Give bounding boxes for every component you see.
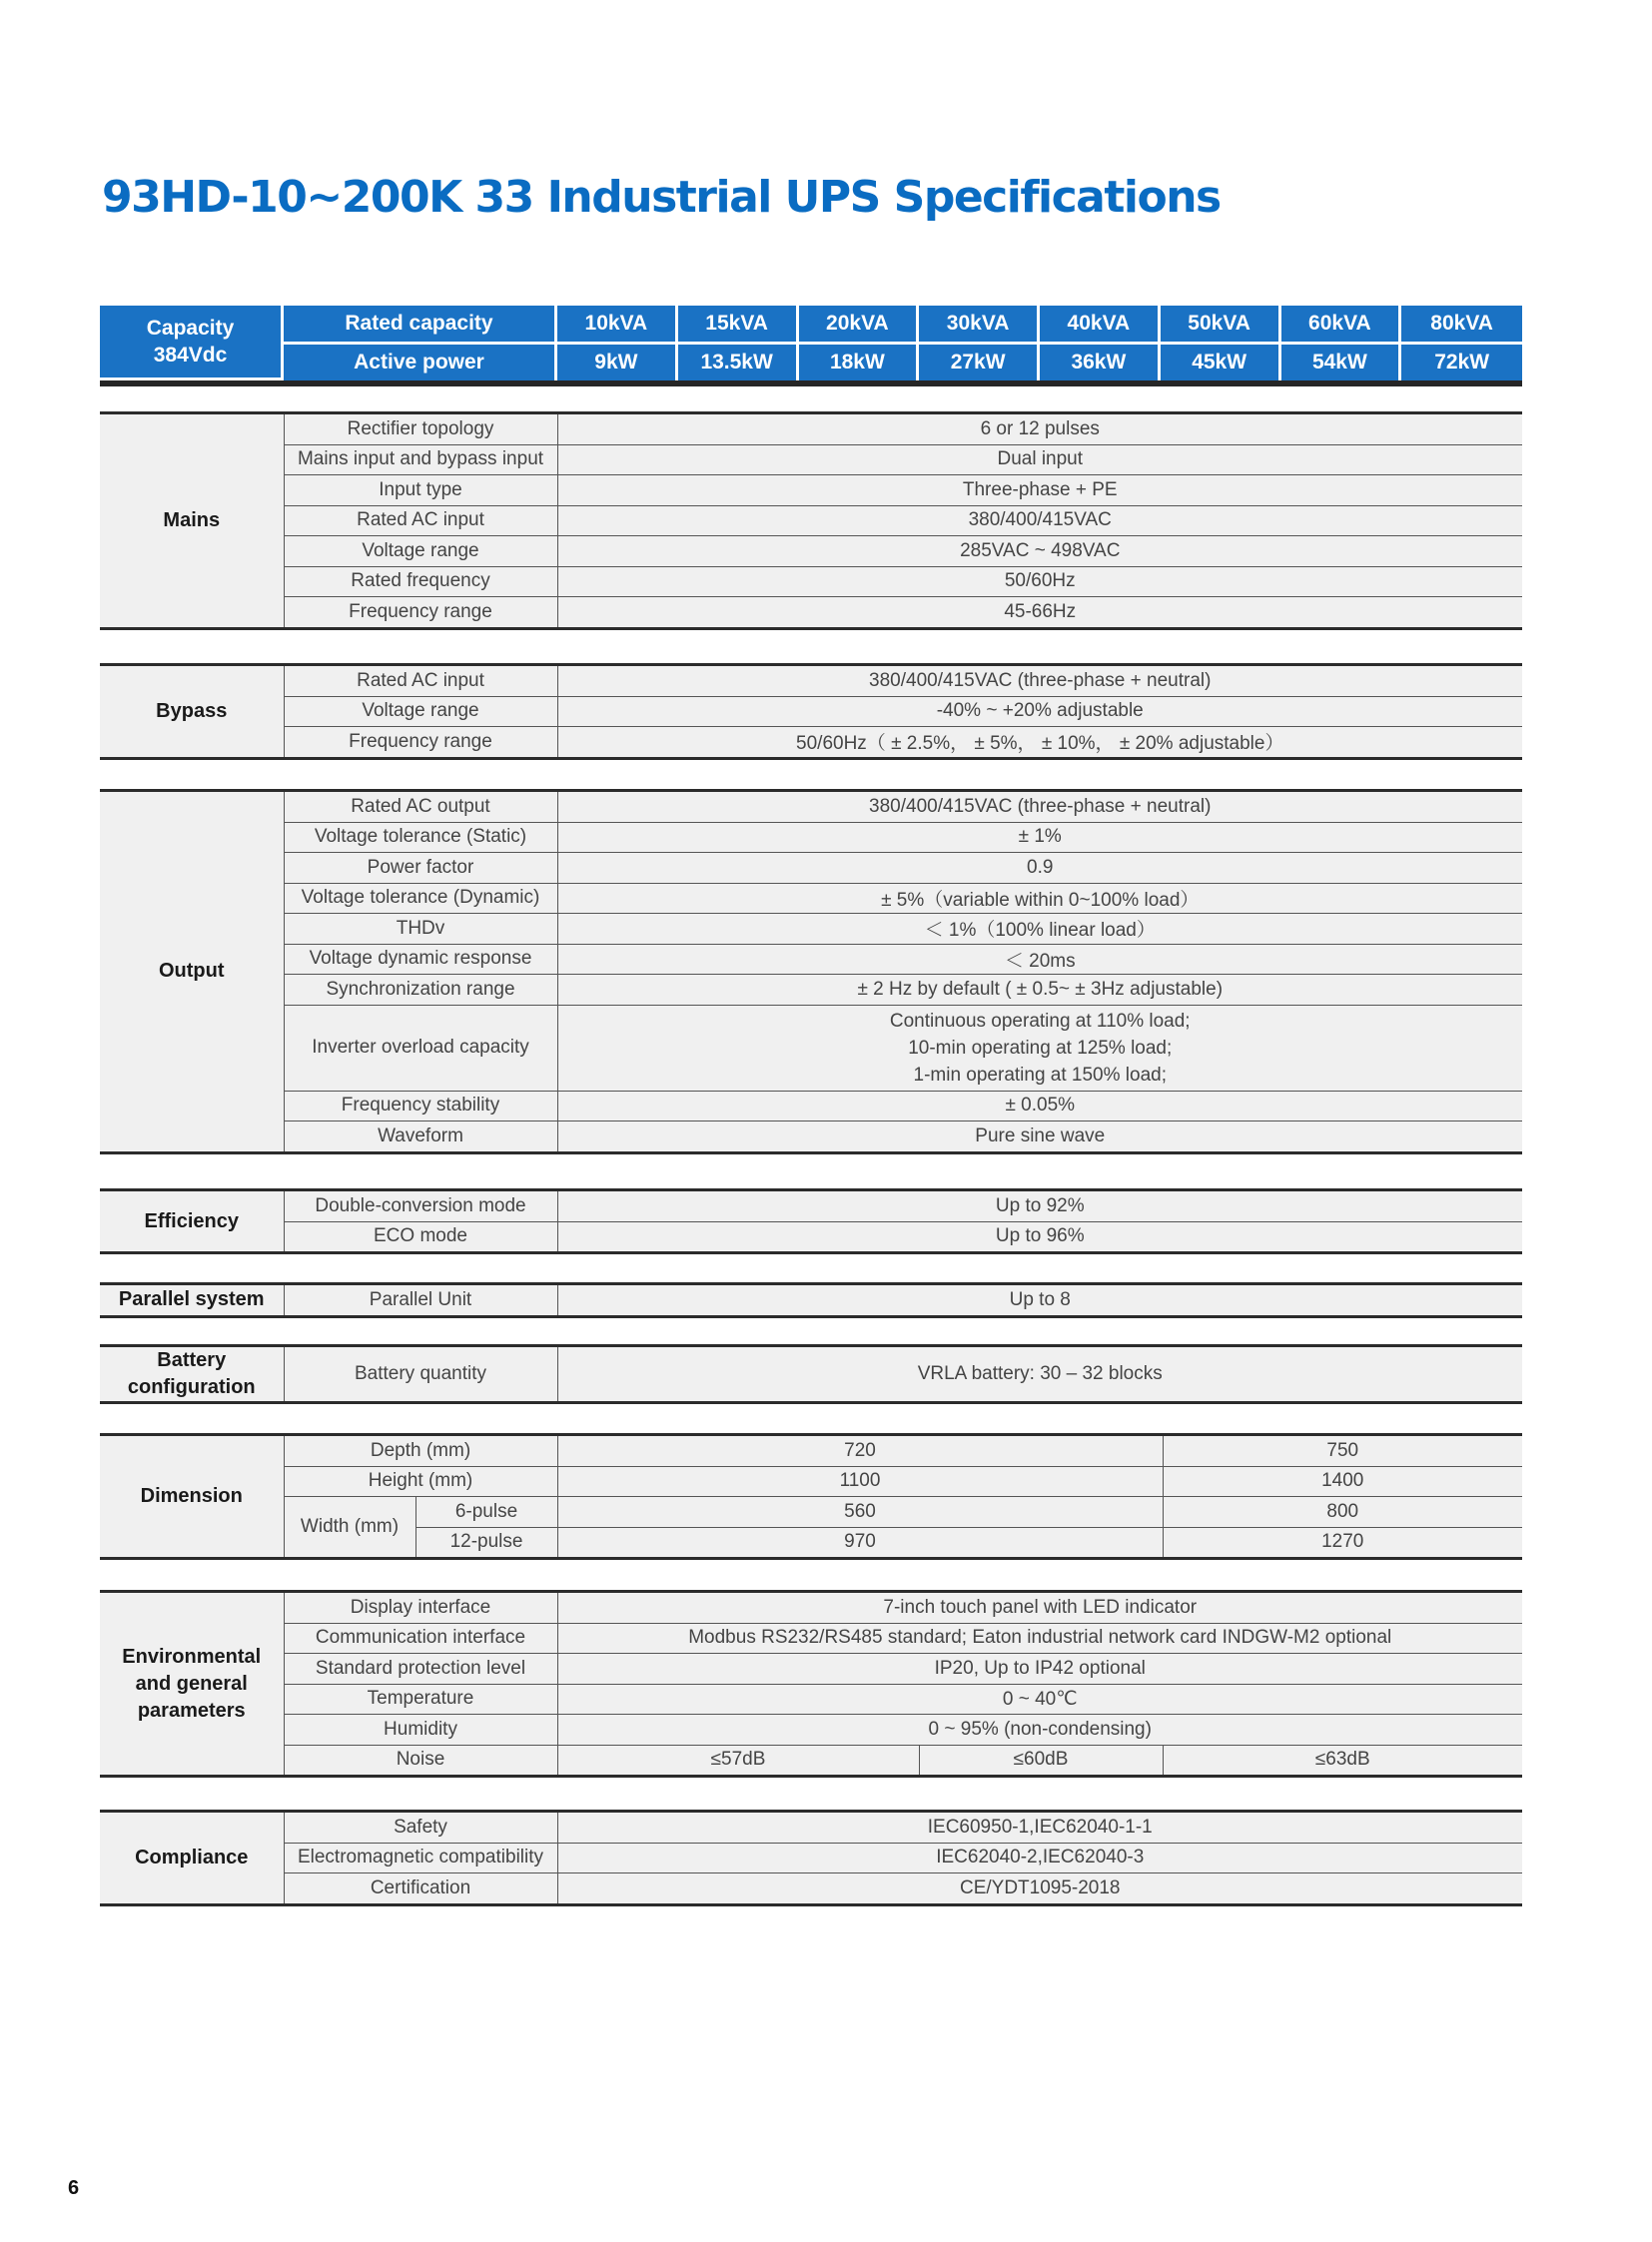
spec-param: Frequency range	[284, 727, 557, 759]
bypass-group-label: Bypass	[100, 665, 284, 759]
spec-param: Battery quantity	[284, 1346, 557, 1403]
environmental-label-line: Environmental	[122, 1645, 262, 1668]
spec-param: Voltage dynamic response	[284, 944, 557, 975]
spec-value: ± 0.05%	[557, 1091, 1522, 1121]
spec-value: 0.9	[557, 853, 1522, 884]
spec-value: Dual input	[557, 444, 1522, 475]
spec-value: 750	[1163, 1435, 1522, 1467]
spec-param: Frequency stability	[284, 1091, 557, 1121]
capacity-cell	[100, 306, 284, 380]
spec-value: 380/400/415VAC	[557, 505, 1522, 536]
capacity-voltage: 384Vdc	[153, 344, 228, 367]
spec-param: Certification	[284, 1873, 557, 1905]
spec-value: ± 2 Hz by default ( ± 0.5~ ± 3Hz adjustable)	[557, 975, 1522, 1006]
spec-value: ＜ 20ms	[557, 944, 1522, 975]
spec-value: Up to 8	[557, 1284, 1522, 1317]
environmental-table	[100, 1590, 1522, 1778]
spec-param: Double-conversion mode	[284, 1190, 557, 1222]
spec-value: 380/400/415VAC (three-phase + neutral)	[557, 791, 1522, 823]
mains-group-label: Mains	[100, 413, 284, 629]
spec-param: Parallel Unit	[284, 1284, 557, 1317]
capacity-header-table	[100, 306, 1522, 386]
spec-param: THDv	[284, 914, 557, 945]
rated-capacity-value: 60kVA	[1281, 306, 1402, 345]
dimension-table	[100, 1433, 1522, 1560]
spec-value: Three-phase + PE	[557, 475, 1522, 506]
spec-value: 380/400/415VAC (three-phase + neutral)	[557, 665, 1522, 697]
width-label: Width (mm)	[284, 1497, 415, 1559]
spec-value: IP20, Up to IP42 optional	[557, 1654, 1522, 1685]
spec-value: 1400	[1163, 1466, 1522, 1497]
spec-param: Input type	[284, 475, 557, 506]
compliance-group-label: Compliance	[100, 1812, 284, 1905]
rated-capacity-value: 20kVA	[799, 306, 920, 345]
spec-param: Rectifier topology	[284, 413, 557, 445]
spec-value: -40% ~ +20% adjustable	[557, 696, 1522, 727]
rated-capacity-value: 10kVA	[557, 306, 678, 345]
spec-value: IEC62040-2,IEC62040-3	[557, 1843, 1522, 1873]
spec-param: ECO mode	[284, 1221, 557, 1253]
spec-param: Electromagnetic compatibility	[284, 1843, 557, 1873]
battery-table	[100, 1344, 1522, 1404]
spec-value: ± 5%（variable within 0~100% load）	[557, 883, 1522, 914]
active-power-value: 72kW	[1401, 345, 1522, 380]
battery-label-line: Battery	[157, 1349, 227, 1371]
spec-value: 800	[1163, 1497, 1522, 1528]
compliance-table	[100, 1810, 1522, 1906]
parallel-group-label: Parallel system	[100, 1284, 284, 1317]
active-power-value: 36kW	[1040, 345, 1161, 380]
spec-param: Voltage tolerance (Dynamic)	[284, 883, 557, 914]
spec-value: 970	[557, 1527, 1163, 1559]
dimension-group-label: Dimension	[100, 1435, 284, 1559]
spec-value: Up to 96%	[557, 1221, 1522, 1253]
page-title: 93HD-10~200K 33 Industrial UPS Specifications	[102, 172, 1221, 223]
active-power-label: Active power	[284, 345, 557, 380]
spec-value: ± 1%	[557, 822, 1522, 853]
spec-value: Modbus RS232/RS485 standard; Eaton industrial network card INDGW-M2 optional	[557, 1623, 1522, 1654]
output-table	[100, 789, 1522, 1154]
spec-param: Frequency range	[284, 597, 557, 629]
spec-value: ＜ 1%（100% linear load）	[557, 914, 1522, 945]
spec-value: 7-inch touch panel with LED indicator	[557, 1592, 1522, 1624]
spec-param: Temperature	[284, 1684, 557, 1715]
spec-param: Rated AC input	[284, 505, 557, 536]
spec-value: 6 or 12 pulses	[557, 413, 1522, 445]
spec-param: Rated AC input	[284, 665, 557, 697]
spec-param: Voltage range	[284, 536, 557, 567]
spec-value: 720	[557, 1435, 1163, 1467]
overload-line: 1-min operating at 150% load;	[913, 1064, 1167, 1086]
active-power-value: 13.5kW	[678, 345, 799, 380]
environmental-label-line: parameters	[137, 1699, 246, 1722]
environmental-group-label	[100, 1592, 284, 1777]
spec-value: 45-66Hz	[557, 597, 1522, 629]
overload-line: Continuous operating at 110% load;	[889, 1010, 1191, 1032]
spec-param: Safety	[284, 1812, 557, 1844]
capacity-label: Capacity	[146, 317, 235, 340]
efficiency-table	[100, 1188, 1522, 1254]
active-power-value: 45kW	[1161, 345, 1281, 380]
overload-line: 10-min operating at 125% load;	[908, 1037, 1173, 1059]
rated-capacity-value: 50kVA	[1161, 306, 1281, 345]
environmental-label-line: and general	[135, 1672, 248, 1695]
battery-label-line: configuration	[127, 1376, 256, 1398]
spec-param: Inverter overload capacity	[284, 1005, 557, 1091]
spec-value: 1270	[1163, 1527, 1522, 1559]
spec-param: 12-pulse	[415, 1527, 557, 1559]
spec-value: ≤63dB	[1163, 1745, 1522, 1777]
spec-value: 0 ~ 95% (non-condensing)	[557, 1715, 1522, 1746]
spec-param: Waveform	[284, 1121, 557, 1153]
bypass-table	[100, 663, 1522, 760]
spec-param: Synchronization range	[284, 975, 557, 1006]
spec-param: 6-pulse	[415, 1497, 557, 1528]
spec-value: ≤60dB	[919, 1745, 1163, 1777]
spec-value: 50/60Hz（ ± 2.5%， ± 5%， ± 10%， ± 20% adjustable）	[557, 727, 1522, 759]
spec-value: Up to 92%	[557, 1190, 1522, 1222]
active-power-value: 54kW	[1281, 345, 1402, 380]
mains-table	[100, 411, 1522, 630]
spec-param: Rated frequency	[284, 566, 557, 597]
spec-value-multiline	[557, 1005, 1522, 1091]
spec-value: CE/YDT1095-2018	[557, 1873, 1522, 1905]
spec-value: 560	[557, 1497, 1163, 1528]
spec-value: 0 ~ 40℃	[557, 1684, 1522, 1715]
spec-param: Mains input and bypass input	[284, 444, 557, 475]
spec-value: 1100	[557, 1466, 1163, 1497]
spec-value: ≤57dB	[557, 1745, 919, 1777]
output-group-label: Output	[100, 791, 284, 1153]
spec-param: Communication interface	[284, 1623, 557, 1654]
rated-capacity-value: 80kVA	[1401, 306, 1522, 345]
spec-value: VRLA battery: 30 – 32 blocks	[557, 1346, 1522, 1403]
rated-capacity-value: 40kVA	[1040, 306, 1161, 345]
rated-capacity-label: Rated capacity	[284, 306, 557, 345]
spec-param: Standard protection level	[284, 1654, 557, 1685]
page-number: 6	[68, 2177, 80, 2199]
spec-param: Noise	[284, 1745, 557, 1777]
spec-value: 50/60Hz	[557, 566, 1522, 597]
parallel-table	[100, 1282, 1522, 1318]
efficiency-group-label: Efficiency	[100, 1190, 284, 1253]
rated-capacity-value: 30kVA	[919, 306, 1040, 345]
spec-param: Display interface	[284, 1592, 557, 1624]
spec-param: Voltage range	[284, 696, 557, 727]
active-power-value: 27kW	[919, 345, 1040, 380]
active-power-value: 9kW	[557, 345, 678, 380]
spec-value: IEC60950-1,IEC62040-1-1	[557, 1812, 1522, 1844]
spec-param: Depth (mm)	[284, 1435, 557, 1467]
battery-group-label	[100, 1346, 284, 1403]
spec-param: Humidity	[284, 1715, 557, 1746]
spec-param: Rated AC output	[284, 791, 557, 823]
rated-capacity-value: 15kVA	[678, 306, 799, 345]
spec-value: 285VAC ~ 498VAC	[557, 536, 1522, 567]
spec-param: Voltage tolerance (Static)	[284, 822, 557, 853]
spec-param: Power factor	[284, 853, 557, 884]
active-power-value: 18kW	[799, 345, 920, 380]
spec-param: Height (mm)	[284, 1466, 557, 1497]
spec-value: Pure sine wave	[557, 1121, 1522, 1153]
